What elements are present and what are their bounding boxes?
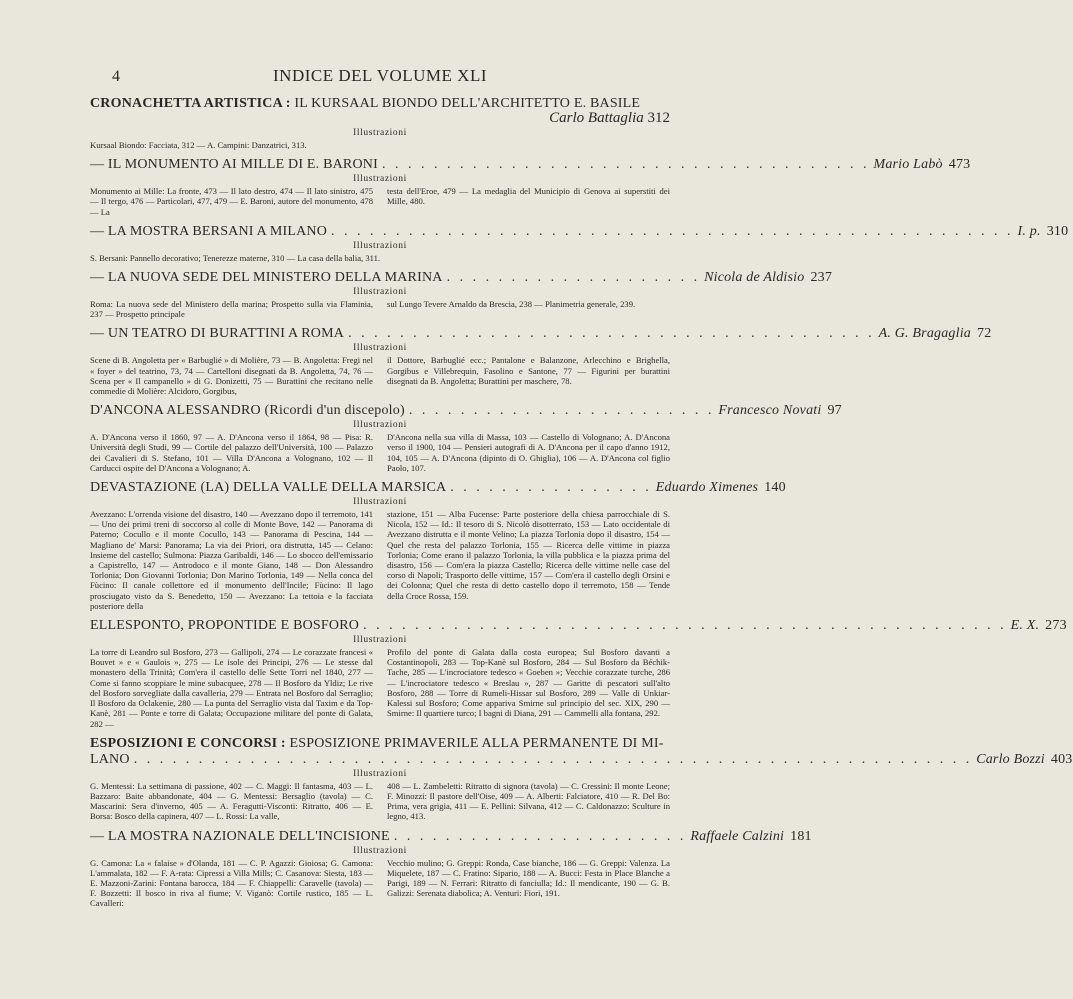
illustrations-col-left: Scene di B. Angoletta per « Barbuglié » di Molière, 73 — B. Angoletta: Fregi nel « foyer » del teatrino, 73, 74 — Cartelloni disegnati da B. Angoletta, 74, 76 — Scena per « Il campanello » di G. Donizetti, 75 — Burattini che recitano nelle commedie di Molière: Alcidoro, Gorgibus,	[90, 355, 373, 397]
entry-page: 237	[810, 270, 833, 286]
index-entry	[90, 828, 812, 909]
illustrations-label: Illustrazioni	[353, 845, 407, 856]
index-entry	[90, 403, 842, 473]
entry-author: A. G. Bragaglia	[878, 326, 972, 342]
illustrations-col-left: Roma: La nuova sede del Ministero della marina; Prospetto sulla via Flaminia, 237 — Prospetto principale	[90, 299, 373, 320]
illustrations-col-right: il Dottore, Barbuglié ecc.; Pantalone e Balanzone, Arlecchino e Brighella, Gorgibus e Villebrequin, Fasolino e Santone, 77 — Figurini per burattini disegnati da B. Angoletta; Burattini per maschere, 78.	[387, 355, 670, 386]
index-entry	[90, 270, 833, 320]
leader-dots: . . . . . . . . . . . . . . . . . . . . . . . . . . . . . . . . . . . . . .	[381, 157, 870, 173]
entry-author: Carlo Battaglia	[549, 110, 644, 126]
illustrations-columns	[90, 781, 670, 822]
entry-page: 273	[1045, 618, 1067, 634]
index-entry	[90, 223, 1069, 263]
illustrations-columns	[90, 432, 670, 473]
illustrations-col-left: A. D'Ancona verso il 1860, 97 — A. D'Ancona verso il 1864, 98 — Pisa: R. Università degli Studi, 99 — Cortile del palazzo dell'Università, 100 — Palazzo dei Cavalieri di S. Stefano, 101 — Villa D'Ancona a Volognano, 102 — Il Carducci ospite del D'Ancona a Volognano; A.	[90, 432, 373, 473]
entry-page: 403	[1050, 751, 1073, 767]
entry-title: — LA MOSTRA BERSANI A MILANO . . . . . . . . . . . . . . . . . . . . . . . . . . . . . . . . . . . . . . . . . . . . . . . . . . . . . I. p. 310	[90, 223, 1069, 239]
entry-author: Francesco Novati	[718, 403, 822, 419]
entry-title: — LA NUOVA SEDE DEL MINISTERO DELLA MARINA . . . . . . . . . . . . . . . . . . . . Nicola de Aldisio 237	[90, 270, 833, 286]
entry-page: 310	[1046, 223, 1069, 239]
illustrations-label: Illustrazioni	[353, 420, 407, 431]
illustrations-label: Illustrazioni	[353, 635, 407, 646]
leader-dots: . . . . . . . . . . . . . . . .	[450, 480, 652, 496]
illustrations-columns	[90, 355, 670, 396]
entry-author-line	[90, 110, 670, 127]
illustrations-col-right: Vecchio mulino; G. Greppi: Ronda, Case bianche, 186 — G. Greppi: Valenza. La Miquelete, 187 — C. Fratino: Sipario, 188 — A. Bucci: Festa in Place Blanche a Parigi, 189 — N. Ferrari: Ritratto di fanciulla; Id.: Il mendicante, 190 — G. B. Galizzi: Serenata diabolica; A. Venturi: Fiori, 191.	[387, 857, 670, 899]
leader-dots: . . . . . . . . . . . . . . . . . . . . . . . . . . . . . . . . . . . . . . . . . . . . . . . . . . . . .	[331, 223, 1014, 239]
illustrations-label: Illustrazioni	[353, 768, 407, 779]
illustrations-col-right: Profilo del ponte di Galata dalla costa europea; Sul Bosforo davanti a Costantinopoli, 283 — Top-Kanè sul Bosforo, 284 — Sul Bosforo da Béchik-Tache, 285 — L'incrociatore tedesco « Goeben »; Vecchie corazzate turche, 286 — L'incrociatore tedesco « Breslau », 287 — Garitte di pescatori sull'alto Bosforo, 288 — Torre di Rumeli-Hissar sul Bosforo, 289 — Valle di Unkiar-Kalessi sul Bosforo; Come appariva Smirne sul principio del sec. XIX, 290 — Smirne: Il quartiere turco; I bagni di Diana, 291 — Cammelli alla fontana, 292.	[387, 647, 670, 719]
leader-dots: . . . . . . . . . . . . . . . . . . . . . . .	[393, 828, 687, 844]
leader-dots: . . . . . . . . . . . . . . . . . . . . . . . . . . . . . . . . . . . . . . . . .	[348, 326, 875, 342]
leader-dots: . . . . . . . . . . . . . . . . . . . . . . . . . . . . . . . . . . . . . . . . . . . . . . . . . . . . . . . . . . . . . . . . .	[133, 751, 973, 767]
illustrations-col-left: G. Mentessi: La settimana di passione, 402 — C. Maggi: Il fantasma, 403 — L. Bazzaro: Baite abbandonate, 404 — G. Mentessi: Bersaglio (tavola) — C. Mascarini: Sera d'inverno, 405 — A. Feragutti-Visconti: Ritratto, 406 — E. Borsa: Bosco della capinera, 407 — L. Rossi: La valle,	[90, 780, 373, 822]
illustrations-col-right: testa dell'Eroe, 479 — La medaglia del Municipio di Genova ai superstiti dei Mille, 480.	[387, 186, 670, 207]
illustrations-label: Illustrazioni	[353, 240, 407, 251]
illustrations-columns	[90, 186, 670, 217]
index-entry	[90, 96, 670, 150]
entry-page: 473	[948, 157, 971, 173]
entry-author: I. p.	[1017, 223, 1041, 239]
index-entry	[90, 157, 971, 217]
leader-dots: . . . . . . . . . . . . . . . . . . . . . . . . . . . . . . . . . . . . . . . . . . . . . . . . . .	[363, 618, 1007, 634]
illustrations-col-left: Monumento ai Mille: La fronte, 473 — Il lato destro, 474 — Il lato sinistro, 475 — Il tergo, 476 — Particolari, 477, 479 — E. Baroni, autore del monumento, 478 — La	[90, 186, 373, 217]
illustrations-col-left: Avezzano: L'orrenda visione del disastro, 140 — Avezzano dopo il terremoto, 141 — Uno dei primi treni di soccorso al colle di Monte Bove, 142 — Panorama di Paterno; Cocullo e il monte Cocullo, 143 — Panorama di Pescina, 144 — Magliano de' Marsi: Panorama; La via dei Priori, ora distrutta, 145 — Celano: Insieme del castello; Sulmona: Piazza Garibaldi, 146 — Lo sbocco dell'emissario a Capistrello, 147 — Antrodoco e il monte Giano, 148 — Don Alessandro Torlonia; Don Giovanni Torlonia; Don Marino Torlonia, 149 — Nella conca del Fùcino: Il canale collettore ed il monumento dell'Incile; Fùcino: Il lago prosciugato visto da S. Benedetto, 150 — Avezzano: La tettoia e la facciata posteriore della	[90, 509, 373, 611]
illustrations-col-right: 408 — L. Zambeletti: Ritratto di signora (tavola) — C. Cressini: Il monte Leone; F. Minozzi: Il pastore dell'Oise, 409 — A. Alberti: Falciatore, 410 — R. Del Bo: Prima, vera grigia, 411 — E. Pellini: Silvana, 412 — C. Caldonazzo: Sculture in legno, 413.	[387, 780, 670, 822]
illustrations-label: Illustrazioni	[353, 343, 407, 354]
entry-author: E. X.	[1010, 618, 1040, 634]
entry-page: 312	[647, 110, 670, 126]
illustrations-col-right: D'Ancona nella sua villa di Massa, 103 — Castello di Volognano; A. D'Ancona verso il 1900, 104 — Pensieri autografi di A. D'Ancona per il capo d'anno 1912, 104, 105 — A. D'Ancona (dipinto di O. Ghiglia), 106 — A. D'Ancona col figlio Paolo, 107.	[387, 432, 670, 473]
entry-page: 72	[977, 326, 992, 342]
entry-title: — IL MONUMENTO AI MILLE DI E. BARONI . . . . . . . . . . . . . . . . . . . . . . . . . . . . . . . . . . . . . . Mario Labò 473	[90, 157, 971, 173]
entry-page: 140	[764, 480, 786, 496]
entry-title: ESPOSIZIONI E CONCORSI : ESPOSIZIONE PRIMAVERILE ALLA PERMANENTE DI MI- LANO . . . . . . . . . . . . . . . . . . . . . . . . . . . . . . . . . . . . . . . . . . . . . . . . . . . . . . . . . . . . . . . . . Carlo Bozzi 403	[90, 735, 1073, 767]
illustrations-columns	[90, 299, 670, 319]
page-number: 4	[112, 68, 120, 85]
entry-title: — UN TEATRO DI BURATTINI A ROMA . . . . . . . . . . . . . . . . . . . . . . . . . . . . . . . . . . . . . . . . . A. G. Bragaglia 72	[90, 326, 992, 342]
entry-title: DEVASTAZIONE (LA) DELLA VALLE DELLA MARSICA . . . . . . . . . . . . . . . . Eduardo Ximenes 140	[90, 480, 786, 496]
entry-page: 97	[827, 403, 842, 419]
illustrations-columns	[90, 647, 670, 729]
entry-author: Carlo Bozzi	[976, 751, 1045, 767]
entry-title: CRONACHETTA ARTISTICA : IL KURSAAL BIONDO DELL'ARCHITETTO E. BASILE	[90, 96, 641, 111]
index-entry	[90, 735, 1073, 822]
illustrations-columns	[90, 858, 670, 909]
running-title: INDICE DEL VOLUME XLI	[273, 66, 487, 85]
illustrations-col-left: La torre di Leandro sul Bosforo, 273 — Gallipoli, 274 — Le corazzate francesi « Bouvet » e « Gaulois », 275 — Le isole dei Principi, 276 — Le stesse dal monastero della Trinità; Com'era il castello delle Sette Torri nel 1840, 277 — Come si fanno scoppiare le mine subacquee, 278 — Il Bosforo da Yldiz; Le rive del Bosforo sorvegliate dalla cavalleria, 279 — Entrata nel Bosforo dal Serraglio; Il Bosforo da Oclakenie, 280 — La punta del Serraglio vista dal Taxim e da Top-Kanè, 281 — Ponte e torre di Galata; Occupazione militare del ponte di Galata, 282 —	[90, 647, 373, 729]
leader-dots: . . . . . . . . . . . . . . . . . . . . . . . .	[408, 403, 715, 419]
entry-author: Mario Labò	[873, 157, 943, 173]
entry-title: ELLESPONTO, PROPONTIDE E BOSFORO . . . . . . . . . . . . . . . . . . . . . . . . . . . . . . . . . . . . . . . . . . . . . . . . . . E. X. 273	[90, 618, 1067, 634]
entry-title: D'ANCONA ALESSANDRO (Ricordi d'un discepolo) . . . . . . . . . . . . . . . . . . . . . . . . Francesco Novati 97	[90, 403, 842, 419]
illustrations-label: Illustrazioni	[353, 128, 407, 138]
index-entry	[90, 326, 992, 397]
illustrations-label: Illustrazioni	[353, 287, 407, 298]
entry-author: Eduardo Ximenes	[655, 480, 759, 496]
illustrations-label: Illustrazioni	[353, 497, 407, 508]
page-header	[90, 62, 670, 86]
leader-dots: . . . . . . . . . . . . . . . . . . . .	[446, 270, 701, 286]
entry-title: — LA MOSTRA NAZIONALE DELL'INCISIONE . . . . . . . . . . . . . . . . . . . . . . . Raffaele Calzini 181	[90, 828, 812, 844]
index-entry	[90, 480, 786, 611]
entry-author: Nicola de Aldisio	[704, 270, 805, 286]
illustrations-columns	[90, 509, 670, 611]
illustrations-col-right: sul Lungo Tevere Arnaldo da Brescia, 238 — Planimetria generale, 239.	[387, 299, 636, 310]
illustrations-col-left: G. Camona: La « falaise » d'Olanda, 181 — C. P. Agazzi: Gioiosa; G. Camona: L'ammalata, 182 — F. A-rata: Cipressi a Villa Mills; C. Casanova: Siesta, 183 — E. Mazzoni-Zarini: Fontana barocca, 184 — F. Chiappelli: Caravelle (tavola) — F. Bozzetti: Il bosco in riva al fiume; V. Viganò: Cortile rustico, 185 — L. Cavalleri:	[90, 857, 373, 909]
illustrations-col-right: stazione, 151 — Alba Fucense: Parte posteriore della chiesa parrocchiale di S. Nicola, 152 — Id.: Il tesoro di S. Nicolò disotterrato, 153 — Lato occidentale di Avezzano distrutta e il monte Velino; La piazza Torlonia dopo il disastro, 154 — Quel che resta del palazzo Torlonia, 155 — Ricerca delle vittime in piazza Torlonia; Come erano il palazzo Torlonia, la villa pubblica e la piazza prima del disastro, 156 — Com'era la piazza Castello; Ricerca delle vittime nelle case del corso di Napoli; Trasporto delle vittime, 157 — Com'era il castello degli Orsini e dei Colonna; Quel che resta di detto castello dopo il terremoto, 158 — Tende della Croce Rossa, 159.	[387, 509, 670, 601]
illustrations-text: Kursaal Biondo: Facciata, 312 — A. Campini: Danzatrici, 313.	[90, 140, 307, 150]
illustrations-text: S. Bersani: Pannello decorativo; Tenerezze materne, 310 — La casa della balia, 311.	[90, 252, 381, 263]
index-entries	[90, 96, 1073, 916]
illustrations-label: Illustrazioni	[353, 174, 407, 185]
entry-author: Raffaele Calzini	[690, 828, 785, 844]
index-entry	[90, 618, 1067, 729]
entry-page: 181	[790, 828, 812, 844]
